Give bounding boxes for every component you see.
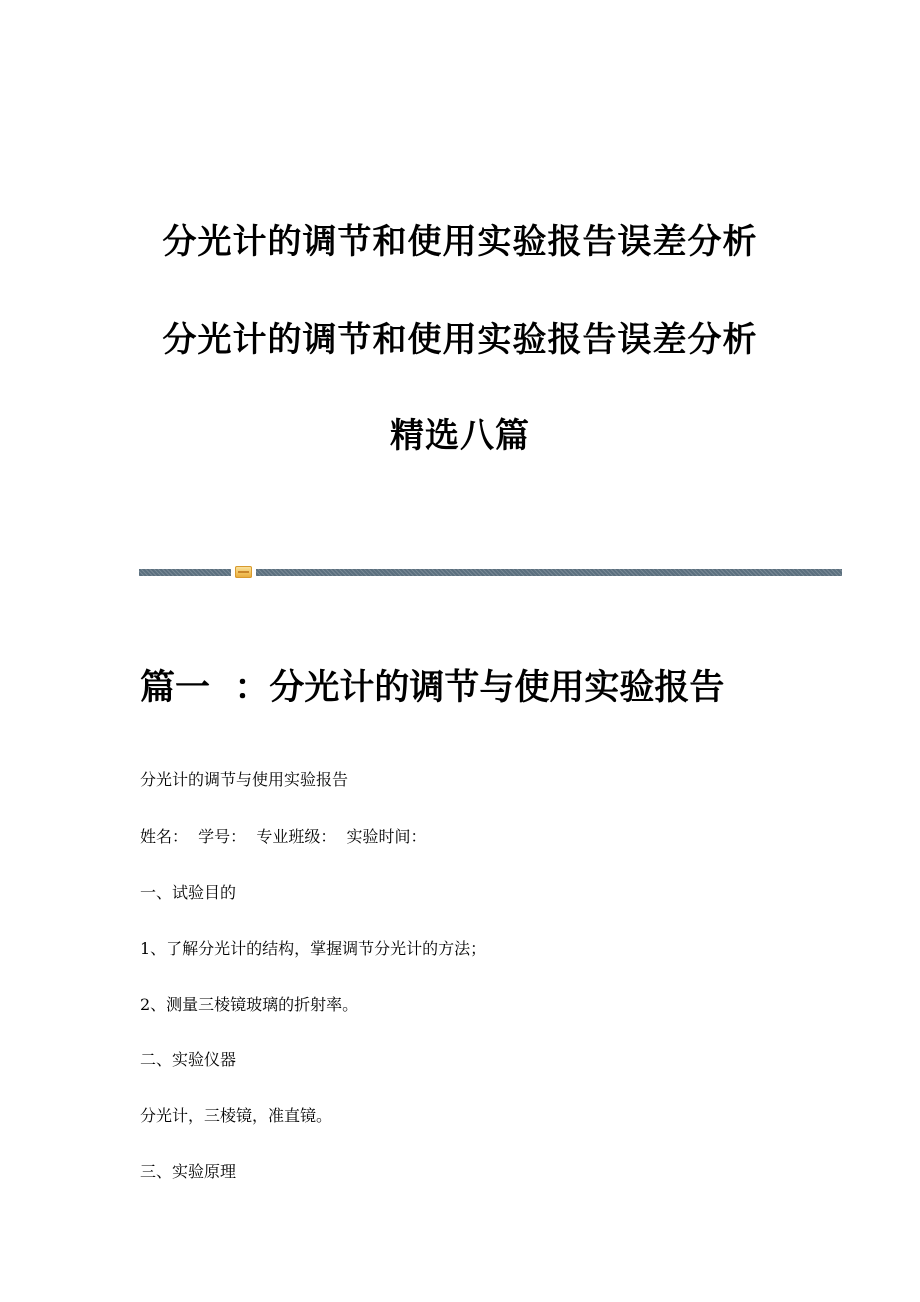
section-heading: 篇一 ：分光计的调节与使用实验报告 (140, 667, 725, 708)
student-info-line: 姓名： 学号： 专业班级： 实验时间： (140, 827, 427, 846)
instruments-list: 分光计，三棱镜，准直镜。 (140, 1106, 333, 1125)
objective-item-2: 2、测量三棱镜玻璃的折射率。 (140, 995, 359, 1014)
objective-item-1: 1、了解分光计的结构，掌握调节分光计的方法； (140, 939, 487, 958)
document-title-line-3: 精选八篇 (390, 416, 530, 456)
heading-principle: 三、实验原理 (140, 1162, 237, 1181)
document-title-line-1: 分光计的调节和使用实验报告误差分析 (162, 222, 758, 262)
divider-bar-left (139, 569, 231, 576)
section-divider (139, 566, 842, 578)
divider-ornament-icon (235, 566, 252, 578)
divider-bar-right (256, 569, 842, 576)
report-title-text: 分光计的调节与使用实验报告 (140, 770, 349, 789)
document-title-line-2: 分光计的调节和使用实验报告误差分析 (162, 320, 758, 360)
heading-objectives: 一、试验目的 (140, 883, 237, 902)
heading-instruments: 二、实验仪器 (140, 1050, 237, 1069)
